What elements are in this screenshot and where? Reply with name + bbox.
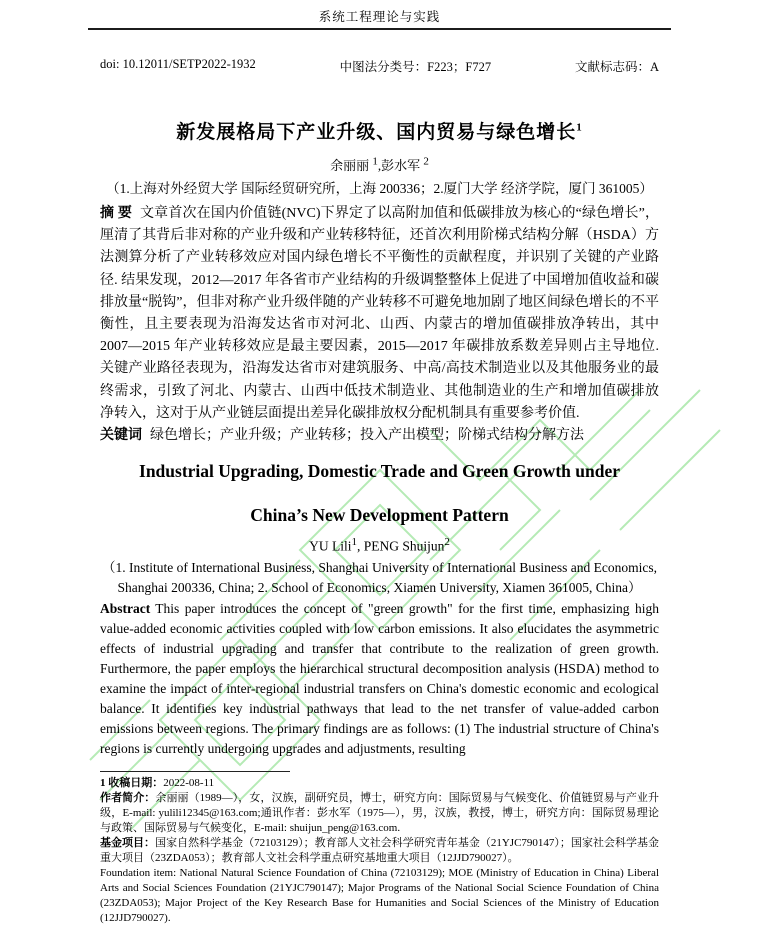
footnote-bio-label: 作者简介： (100, 791, 156, 804)
affiliation-zh: （1.上海对外经贸大学 国际经贸研究所，上海 200336；2.厦门大学 经济学院，厦门 361005） (106, 181, 653, 196)
authors-zh (0, 155, 759, 174)
footnote-received-label: 1 收稿日期： (100, 776, 164, 789)
author-en-2-affil-marker: 2 (444, 536, 450, 549)
header-rule (88, 28, 671, 30)
doi: doi: 10.12011/SETP2022-1932 (100, 57, 256, 71)
footnote-rule (100, 771, 290, 772)
journal-name: 系统工程理论与实践 (318, 10, 441, 24)
abstract-en-label: Abstract (100, 600, 151, 616)
title-en-line2: China’s New Development Pattern (250, 505, 509, 526)
abstract-zh-label: 摘 要 (100, 206, 132, 221)
footnotes (100, 776, 659, 926)
keywords-zh-text: 绿色增长；产业升级；产业转移；投入产出模型；阶梯式结构分解方法 (150, 428, 584, 444)
author-zh-2: 彭水军 (381, 158, 424, 173)
clc-number: 中图法分类号：F223；F727 (339, 60, 492, 74)
footnote-funding (100, 836, 659, 866)
footnote-foundation-en: Foundation item: National Natural Science Foundation of China (72103129); MOE (Ministry of Education in China) Liberal Arts and Social Sciences Foundation (21YJC790147); Major Programs of the National Social Science Foundation of China (23ZDA053); Major Project of the Key Research Base for Humanities and Social Sciences of the Ministry of Education (12JJD790027). (100, 866, 659, 924)
footnote-author-bio (100, 791, 659, 836)
footnote-bio-text: 余丽丽（1989—），女，汉族，副研究员，博士，研究方向：国际贸易与气候变化、价值链贸易与产业升级，E-mail: yulili12345@163.com;通讯作者：彭水军（1975—），男，汉族，教授，博士，研究方向：国际贸易理论与政策、国际贸易与气候变化，E-mail: shuijun_peng@163.com. (100, 791, 660, 834)
authors-en-separator: , (356, 538, 364, 554)
abstract-zh-text: 文章首次在国内价值链(NVC)下界定了以高附加值和低碳排放为核心的“绿色增长”，厘清了其背后非对称的产业升级和产业转移特征，还首次利用阶梯式结构分解（HSDA）方法测算分析了产业转移效应对国内绿色增长不平衡性的贡献程度，并识别了关键的产业路径. 结果发现，2012—2017 年各省市产业结构的升级调整整体上促进了中国增加值收益和碳排放量“脱钩”，但非对称产业升级伴随的产业转移不可避免地加剧了地区间绿色增长的不平衡性，且主要表现为沿海发达省市对河北、山西、内蒙古的增加值碳排放净转出，其中2007—2015 年产业转移效应是最主要因素，2015—2017 年碳排放系数差异则占主导地位. 关键产业路径表现为，沿海发达省市对建筑服务、中高/高技术制造业以及其他服务业的最终需求，引致了河北、内蒙古、山西中低技术制造业、其他制造业的生产和增加值碳排放净转入，这对于从产业链层面提出差异化碳排放权分配机制具有重要参考价值. (100, 206, 660, 421)
footnote-funding-text: 国家自然科学基金（72103129）；教育部人文社会科学研究青年基金（21YJC790147）；国家社会科学基金重大项目（23ZDA053）；教育部人文社会科学重点研究基地重大项目（12JJD790027）。 (100, 836, 660, 864)
footnote-received-date (100, 776, 659, 791)
title-zh-footnote-marker: 1 (576, 121, 583, 134)
author-zh-2-affil-marker: 2 (423, 155, 429, 168)
author-en-2: PENG Shuijun (363, 538, 445, 554)
abstract-zh (100, 203, 659, 425)
author-en-1-affil-marker: 1 (351, 536, 357, 549)
title-zh (0, 117, 759, 144)
title-zh-text: 新发展格局下产业升级、国内贸易与绿色增长 (176, 122, 577, 143)
footnote-received-text: 2022-08-11 (163, 776, 215, 789)
document-code: 文献标志码：A (574, 60, 659, 74)
title-en-line1: Industrial Upgrading, Domestic Trade and Green Growth under (139, 461, 620, 482)
abstract-en-text: This paper introduces the concept of "green growth" for the first time, emphasizing high value-added economic activities coupled with low carbon emissions. It also elucidates the asymmetric effects of industrial upgrading and transfer that contribute to the realization of green growth. Furthermore, the paper employs the hierarchical structural decomposition analysis (HSDA) method to examine the impact of inter-regional industrial transfers on China's domestic economic and ecological balance. It identifies key industrial pathways that lead to the net transfer of value-added carbon emissions between regions. The primary findings are as follows: (1) The industrial structure of China's regions is currently undergoing upgrades and adjustments, resulting (100, 600, 659, 756)
author-zh-1-affil-marker: 1 (372, 155, 378, 168)
keywords-zh-label: 关键词 (100, 428, 142, 444)
footnote-funding-label: 基金项目： (100, 836, 156, 849)
affiliation-en: （1. Institute of International Business, Shanghai University of International Business and Economics, Shanghai 200336, China; 2. School of Economics, Xiamen University, Xiamen 361005, China） (102, 559, 657, 595)
author-en-1: YU Lili (309, 538, 352, 554)
authors-zh-separator: , (377, 158, 382, 173)
authors-en (0, 536, 759, 555)
keywords-zh (100, 425, 659, 447)
abstract-en (100, 599, 659, 759)
author-zh-1: 余丽丽 (330, 158, 373, 173)
meta-row (100, 57, 659, 75)
